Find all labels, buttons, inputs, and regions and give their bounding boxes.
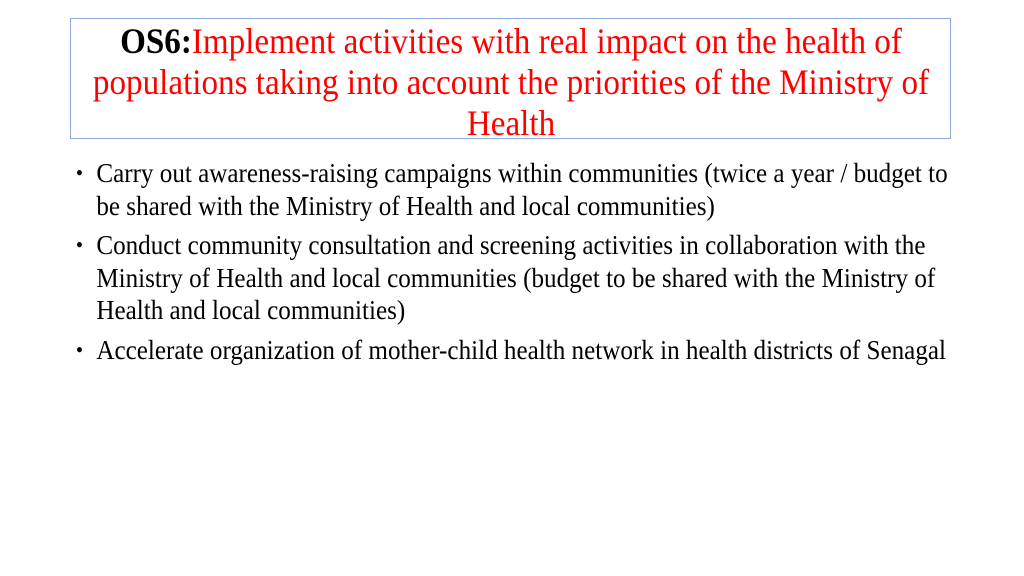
slide-title <box>69 21 952 144</box>
bullet-icon: • <box>75 336 84 362</box>
title-box <box>70 18 951 143</box>
bullet-item <box>74 334 971 367</box>
bullet-text: Carry out awareness-raising campaigns within communities (twice a year / budget to be shared with the Ministry of Health and local communities) <box>96 158 948 221</box>
title-text: Implement activities with real impact on the health of populations taking into account the priorities of the Ministry of Health <box>92 21 930 143</box>
bullet-text: Accelerate organization of mother-child health network in health districts of Senagal <box>96 334 947 365</box>
bullet-item <box>74 157 971 222</box>
bullet-icon: • <box>75 160 84 185</box>
bullet-text: Conduct community consultation and screening activities in collaboration with the Ministry of Health and local communities (budget to be shared with the Ministry of Health and local communities) <box>96 230 936 325</box>
bullet-item <box>74 229 971 327</box>
bullet-list <box>74 157 954 373</box>
bullet-icon: • <box>75 232 84 257</box>
title-label: OS6: <box>120 21 192 61</box>
